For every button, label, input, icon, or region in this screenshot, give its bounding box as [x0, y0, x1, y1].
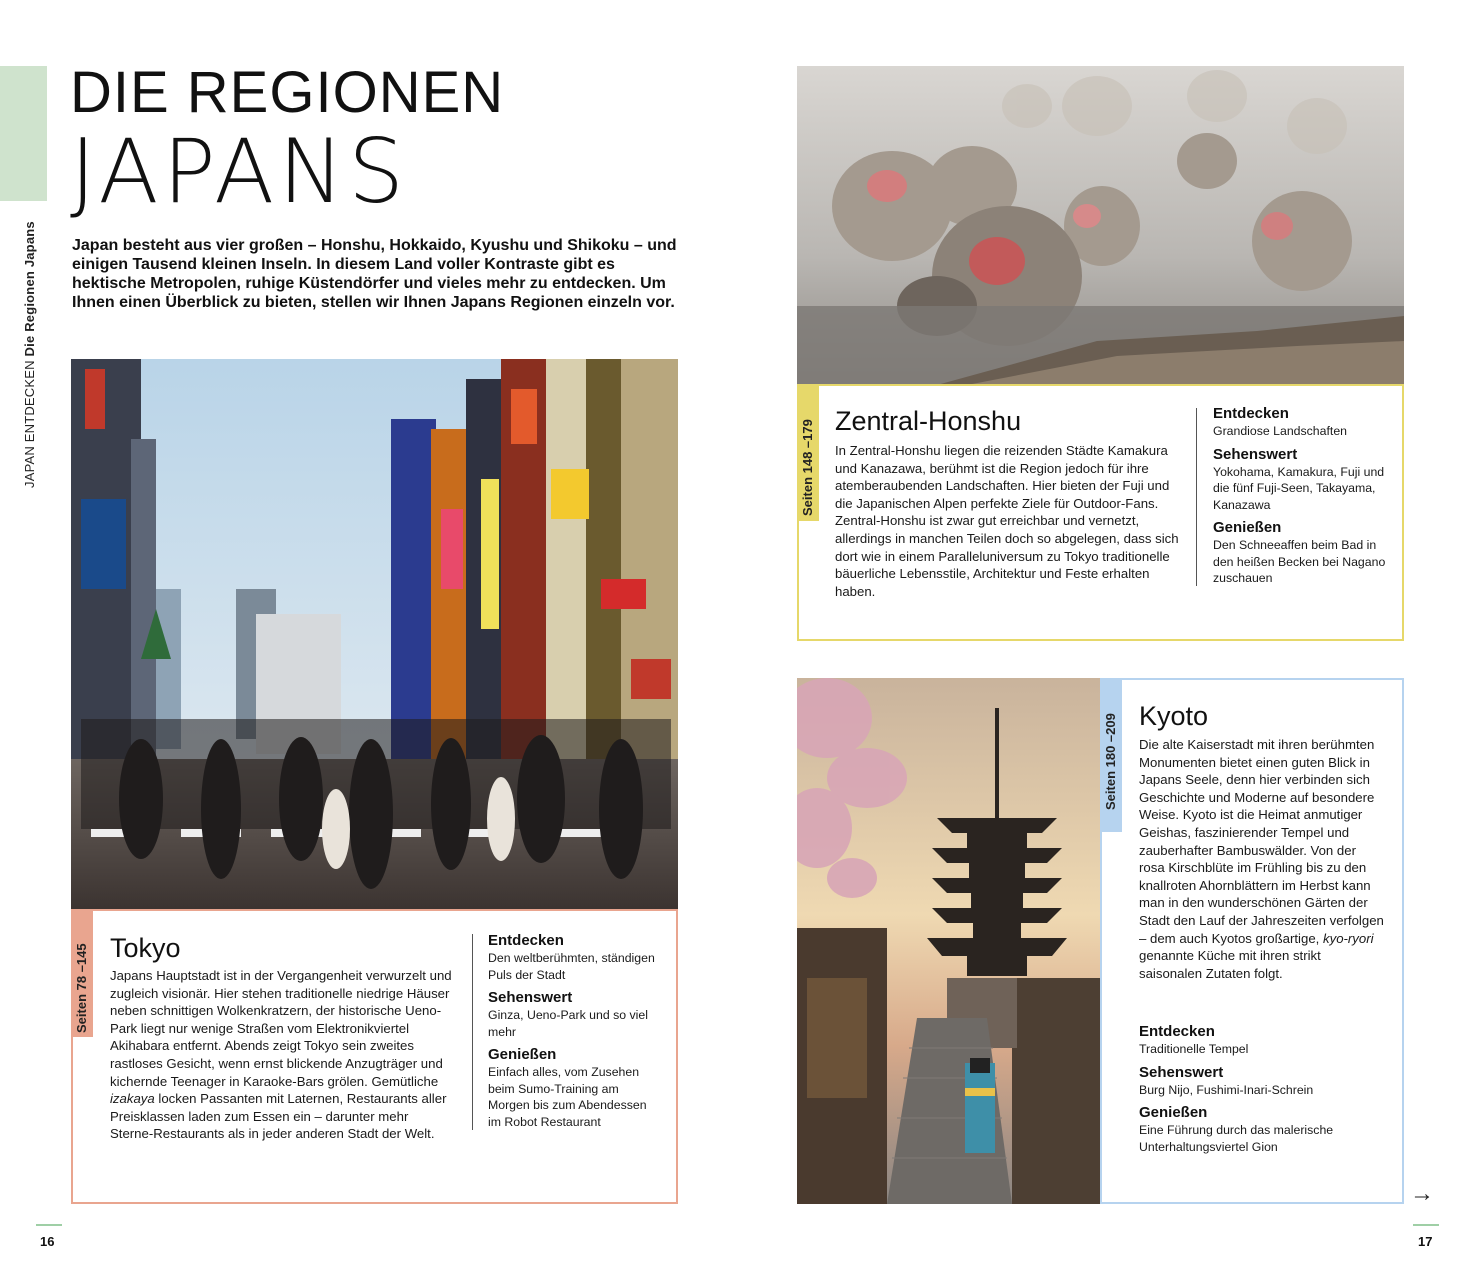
tokyo-divider: [472, 934, 473, 1130]
tokyo-photo: [71, 359, 678, 911]
page-number-rule-left: [36, 1224, 62, 1226]
zentral-honshu-photo: [797, 66, 1404, 385]
zentral-honshu-facts: [1213, 405, 1388, 587]
tokyo-h-entdecken: Entdecken: [488, 932, 564, 949]
zentral-honshu-pages-bar: [797, 386, 819, 521]
zentral-h-sehenswert: Sehenswert: [1213, 445, 1298, 463]
running-head: [22, 210, 42, 490]
kyoto-pages-label: Seiten 180 –209: [1103, 713, 1118, 810]
tokyo-pages-bar: [71, 911, 93, 1037]
page-number-left: 16: [40, 1234, 55, 1249]
zentral-h-entdecken: Entdecken: [1213, 405, 1289, 422]
zentral-honshu-pages-label: Seiten 148 –179: [800, 419, 815, 516]
kyoto-geniessen: Eine Führung durch das malerische Unterhaltungsviertel Gion: [1139, 1123, 1334, 1154]
intro-paragraph: Japan besteht aus vier großen – Honshu, Hokkaido, Kyushu und Shikoku – und einigen Tausend kleinen Inseln. In diesem Land voller Kontraste gibt es hektische Metropolen, ruhige Küstendörfer und vieles mehr zu entdecken. Um Ihnen einen Überblick zu bieten, stellen wir Ihnen Japans Regionen einzeln vor.: [72, 237, 677, 311]
page-title-line1: DIE REGIONEN: [70, 60, 505, 125]
next-page-arrow-icon[interactable]: →: [1410, 1180, 1434, 1207]
kyoto-h-entdecken: Entdecken: [1139, 1023, 1215, 1040]
tokyo-title: Tokyo: [110, 933, 181, 963]
zentral-sehenswert: Yokohama, Kamakura, Fuji und die fünf Fuji-Seen, Takayama, Kanazawa: [1213, 464, 1385, 512]
kyoto-facts: [1139, 1023, 1389, 1155]
tokyo-entdecken: Den weltberühmten, ständigen Puls der Stadt: [488, 951, 655, 982]
page-number-rule-right: [1413, 1224, 1439, 1226]
tokyo-pages-label: Seiten 78 –145: [74, 943, 89, 1033]
tokyo-h-geniessen: Genießen: [488, 1046, 557, 1063]
zentral-honshu-divider: [1196, 408, 1197, 586]
kyoto-h-sehenswert: Sehenswert: [1139, 1063, 1224, 1081]
kyoto-entdecken: Traditionelle Tempel: [1139, 1042, 1249, 1056]
zentral-entdecken: Grandiose Landschaften: [1213, 424, 1347, 438]
kyoto-photo: [797, 678, 1100, 1204]
kyoto-text: Die alte Kaiserstadt mit ihren berühmten Monumenten bietet einen guten Blick in Japans Seele, denn hier verbinden sich Geschichte und Moderne auf besondere Weise. Kyoto ist die Heimat anmutiger Geishas, faszinierender Tempel und zauberhafter Bambuswälder. Von der rosa Kirschblüte im Frühling bis zu den knallroten Ahornblättern im Herbst kann man in den wunderschönen Gärten der Stadt den Lauf der Jahreszeiten verfolgen – dem auch Kyotos großartige, kyo-ryori genannte Küche mit ihren strikt saisonalen Zutaten folgt.: [1139, 737, 1384, 981]
tokyo-facts: [488, 932, 660, 1130]
kyoto-h-geniessen: Genießen: [1139, 1104, 1208, 1121]
tokyo-sehenswert: Ginza, Ueno-Park und so viel mehr: [488, 1008, 648, 1039]
tokyo-text: Japans Hauptstadt ist in der Vergangenheit verwurzelt und zugleich visionär. Hier stehen traditionelle niedrige Häuser neben schnittigen Wolkenkratzern, der historische Ueno-Park liegt nur wenige Straßen vom Elektronikviertel Akihabara entfernt. Abends zeigt Tokyo sein zweites rastloses Gesicht, wenn ernst blickende Anzugträger und kichernde Teenager in Karaoke-Bars grölen. Gemütliche izakaya locken Passanten mit Laternen, Restaurants aller Preisklassen laden zum Essen ein – darunter mehr Sterne-Restaurants als in jeder anderen Stadt der Welt.: [110, 968, 452, 1142]
zentral-geniessen: Den Schneeaffen beim Bad in den heißen Becken bei Nagano zuschauen: [1213, 538, 1386, 585]
section-color-tab: [0, 66, 47, 201]
running-head-section: JAPAN ENTDECKEN: [22, 360, 37, 488]
zentral-honshu-text: In Zentral-Honshu liegen die reizenden Städte Kamakura und Kanazawa, berühmt ist die Region jedoch für ihre atemberaubenden Landschaften. Hier bieten der Fuji und die Japanischen Alpen perfekte Ziele für Outdoor-Fans. Zentral-Honshu ist zwar gut erreichbar und vernetzt, allerdings in manchen Teilen doch so abgelegen, dass sich dort wie in einem Paralleluniversum zu Tokyo traditionelle bäuerliche Lebensstile, Architektur und Feste erhalten haben.: [835, 443, 1179, 599]
kyoto-title: Kyoto: [1139, 701, 1209, 731]
page-number-right: 17: [1418, 1234, 1433, 1249]
kyoto-pages-bar: [1100, 680, 1122, 832]
page-title-line2: JAPANS: [70, 120, 408, 223]
tokyo-geniessen: Einfach alles, vom Zusehen beim Sumo-Training am Morgen bis zum Abendessen im Robot Restaurant: [488, 1065, 647, 1129]
zentral-h-geniessen: Genießen: [1213, 519, 1282, 536]
zentral-honshu-title: Zentral-Honshu: [835, 406, 1022, 436]
kyoto-sehenswert: Burg Nijo, Fushimi-Inari-Schrein: [1139, 1082, 1314, 1097]
tokyo-h-sehenswert: Sehenswert: [488, 989, 573, 1006]
running-head-chapter: Die Regionen Japans: [22, 221, 37, 357]
